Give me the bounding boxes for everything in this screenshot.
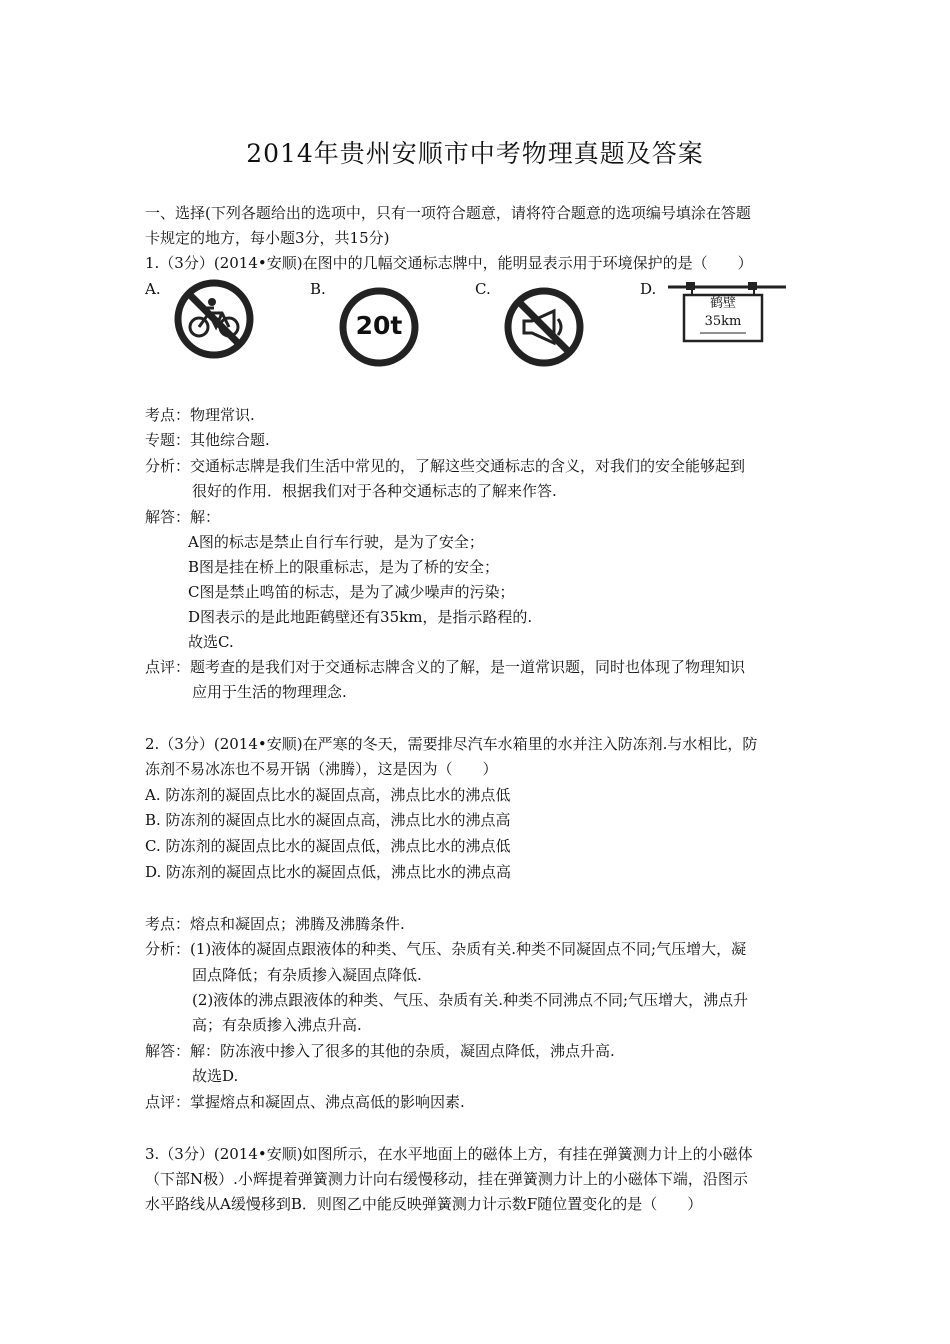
q1-stem: 1.（3分）(2014•安顺)在图中的几幅交通标志牌中，能明显表示用于环境保护的是（ ） xyxy=(145,254,753,272)
q2-stem-line-2: 冻剂不易冰冻也不易开锅（沸腾），这是因为（ ） xyxy=(145,760,498,778)
no-horn-sign-icon xyxy=(502,285,586,369)
q1-dianping-line-2: 应用于生活的物理理念. xyxy=(192,683,347,701)
q2-fenxi-line-1: 分析：(1)液体的凝固点跟液体的种类、气压、杂质有关.种类不同凝固点不同;气压增大，凝 xyxy=(145,940,747,958)
q1-zhuanti: 专题：其他综合题. xyxy=(145,431,270,449)
q2-option-c: C. 防冻剂的凝固点比水的凝固点低，沸点比水的沸点低 xyxy=(145,837,511,855)
q2-dianping: 点评：掌握熔点和凝固点、沸点高低的影响因素. xyxy=(145,1093,465,1111)
q2-fenxi-line-4: 高；有杂质掺入沸点升高. xyxy=(192,1016,362,1034)
q2-option-d: D. 防冻剂的凝固点比水的凝固点低，沸点比水的沸点高 xyxy=(145,863,512,881)
q2-kaodian: 考点：熔点和凝固点；沸腾及沸腾条件. xyxy=(145,915,405,933)
q1-option-b-label: B. xyxy=(310,280,326,298)
q1-kaodian: 考点：物理常识. xyxy=(145,406,255,424)
distance-sign-distance: 35km xyxy=(704,314,742,329)
q1-jieda-line-1: A图的标志是禁止自行车行驶，是为了安全； xyxy=(188,533,484,551)
q1-fenxi-line-2: 很好的作用．根据我们对于各种交通标志的了解来作答. xyxy=(192,482,557,500)
q2-fenxi-line-2: 固点降低；有杂质掺入凝固点降低. xyxy=(192,966,422,984)
q1-option-c-label: C. xyxy=(475,280,491,298)
section-header-line-2: 卡规定的地方，每小题3分，共15分) xyxy=(145,229,390,247)
q2-stem-line-1: 2.（3分）(2014•安顺)在严寒的冬天，需要排尽汽车水箱里的水并注入防冻剂.与水相比，防 xyxy=(145,735,758,753)
q1-option-a-label: A. xyxy=(145,280,161,298)
q3-stem-line-3: 水平路线从A缓慢移到B．则图乙中能反映弹簧测力计示数F随位置变化的是（ ） xyxy=(145,1195,703,1213)
q1-jieda-label: 解答：解： xyxy=(145,508,221,526)
distance-sign-place: 鹤壁 xyxy=(709,296,736,311)
q1-jieda-line-2: B图是挂在桥上的限重标志，是为了桥的安全； xyxy=(188,558,500,576)
q1-dianping-line-1: 点评：题考查的是我们对于交通标志牌含义的了解，是一道常识题，同时也体现了物理知识 xyxy=(145,658,746,676)
q1-jieda-line-3: C图是禁止鸣笛的标志，是为了减少噪声的污染； xyxy=(188,583,515,601)
page-title: 2014年贵州安顺市中考物理真题及答案 xyxy=(246,139,704,168)
weight-limit-sign-text: 20t xyxy=(355,311,403,340)
q2-answer: 故选D. xyxy=(192,1067,239,1085)
no-bicycle-sign-icon xyxy=(172,277,256,361)
distance-sign-icon xyxy=(668,281,786,345)
q1-jieda-line-4: D图表示的是此地距鹤壁还有35km，是指示路程的. xyxy=(188,608,533,626)
q1-fenxi-line-1: 分析：交通标志牌是我们生活中常见的，了解这些交通标志的含义，对我们的安全能够起到 xyxy=(145,457,746,475)
section-header-line-1: 一、选择(下列各题给出的选项中，只有一项符合题意，请将符合题意的选项编号填涂在答题 xyxy=(145,204,751,222)
q3-stem-line-1: 3.（3分）(2014•安顺)如图所示，在水平地面上的磁体上方，有挂在弹簧测力计上的小磁体 xyxy=(145,1145,753,1163)
q1-option-d-label: D. xyxy=(640,280,657,298)
q3-stem-line-2: （下部N极）.小辉提着弹簧测力计向右缓慢移动，挂在弹簧测力计上的小磁体下端，沿图示 xyxy=(145,1170,748,1188)
q1-answer: 故选C. xyxy=(188,633,234,651)
q2-option-b: B. 防冻剂的凝固点比水的凝固点高，沸点比水的沸点高 xyxy=(145,811,511,829)
q2-fenxi-line-3: (2)液体的沸点跟液体的种类、气压、杂质有关.种类不同沸点不同;气压增大，沸点升 xyxy=(192,991,749,1009)
q2-jieda-line-1: 解答：解：防冻液中掺入了很多的其他的杂质，凝固点降低，沸点升高. xyxy=(145,1042,615,1060)
q2-option-a: A. 防冻剂的凝固点比水的凝固点高，沸点比水的沸点低 xyxy=(145,786,511,804)
